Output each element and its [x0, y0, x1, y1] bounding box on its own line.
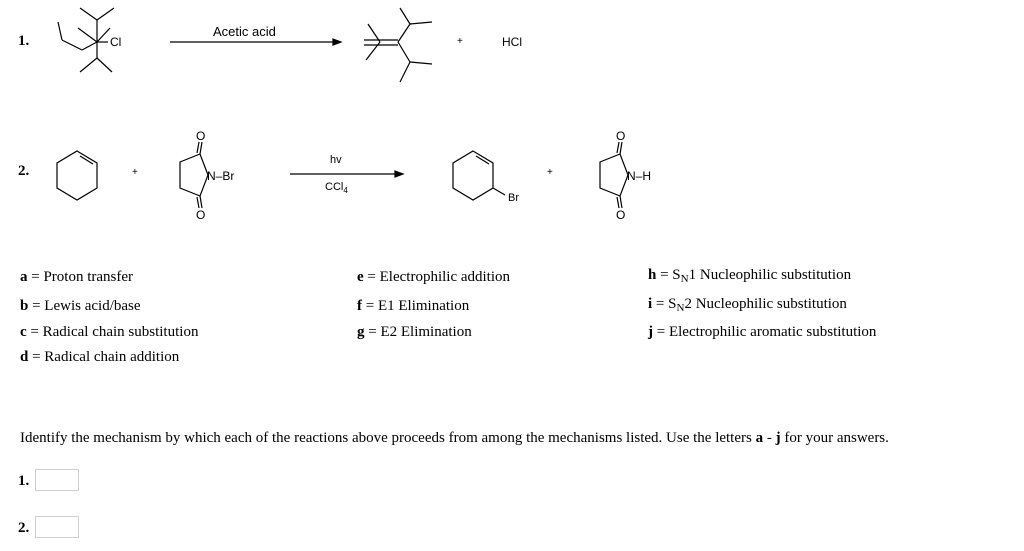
reaction-1-number: 1. [18, 33, 30, 49]
nbs-o-bottom: O [196, 208, 206, 222]
mechanism-h: $h = S_N1$ Nucleophilic substitution [648, 267, 852, 285]
nbs-n-br-label: N–Br [207, 169, 235, 183]
succinimide-n-h-label: N–H [627, 169, 652, 183]
reactant-1-structure [58, 8, 114, 72]
answer-1-label: 1. [18, 473, 30, 489]
mechanism-e: e = Electrophilic addition [357, 269, 511, 285]
mechanism-j: j = Electrophilic aromatic substitution [648, 324, 877, 340]
succinimide-structure [600, 142, 628, 208]
reaction-2-plus-2: + [547, 167, 553, 178]
reaction-2-plus-1: + [132, 167, 138, 178]
reaction-1-byproduct: HCl [502, 35, 522, 49]
answer-2-label: 2. [18, 520, 30, 536]
mechanism-g: g = E2 Elimination [357, 324, 472, 340]
succinimide-o-bottom: O [616, 208, 626, 222]
mechanism-d: d = Radical chain addition [20, 349, 180, 365]
reaction-1-plus: + [457, 36, 463, 47]
succinimide-o-top: O [616, 129, 626, 143]
mechanism-i: $i = S_N2$ Nucleophilic substitution [648, 296, 847, 314]
reactant-1-leaving-group: Cl [110, 35, 122, 49]
mechanism-c: c = Radical chain substitution [20, 324, 199, 340]
mechanism-b: b = Lewis acid/base [20, 298, 141, 314]
mechanism-f: f = E1 Elimination [357, 298, 470, 314]
reaction-2-condition-top: hv [330, 154, 342, 166]
product-1-structure [364, 8, 432, 82]
cyclohexene-structure [57, 151, 97, 200]
nbs-structure [180, 142, 208, 208]
question-text: Identify the mechanism by which each of the reactions above proceeds from among the mechanisms listed. Use the letters a - j for your answers. [20, 430, 889, 446]
answer-1-input[interactable] [35, 469, 79, 491]
product-br-label: Br [508, 192, 519, 204]
reaction-1-condition: Acetic acid [213, 24, 276, 39]
reaction-2-number: 2. [18, 163, 30, 179]
mechanism-a: a = Proton transfer [20, 269, 134, 285]
reaction-2-condition-bottom: CCl$_4$ [325, 181, 348, 196]
bromocyclohexene-structure [453, 151, 505, 200]
nbs-o-top: O [196, 129, 206, 143]
answer-2-input[interactable] [35, 516, 79, 538]
